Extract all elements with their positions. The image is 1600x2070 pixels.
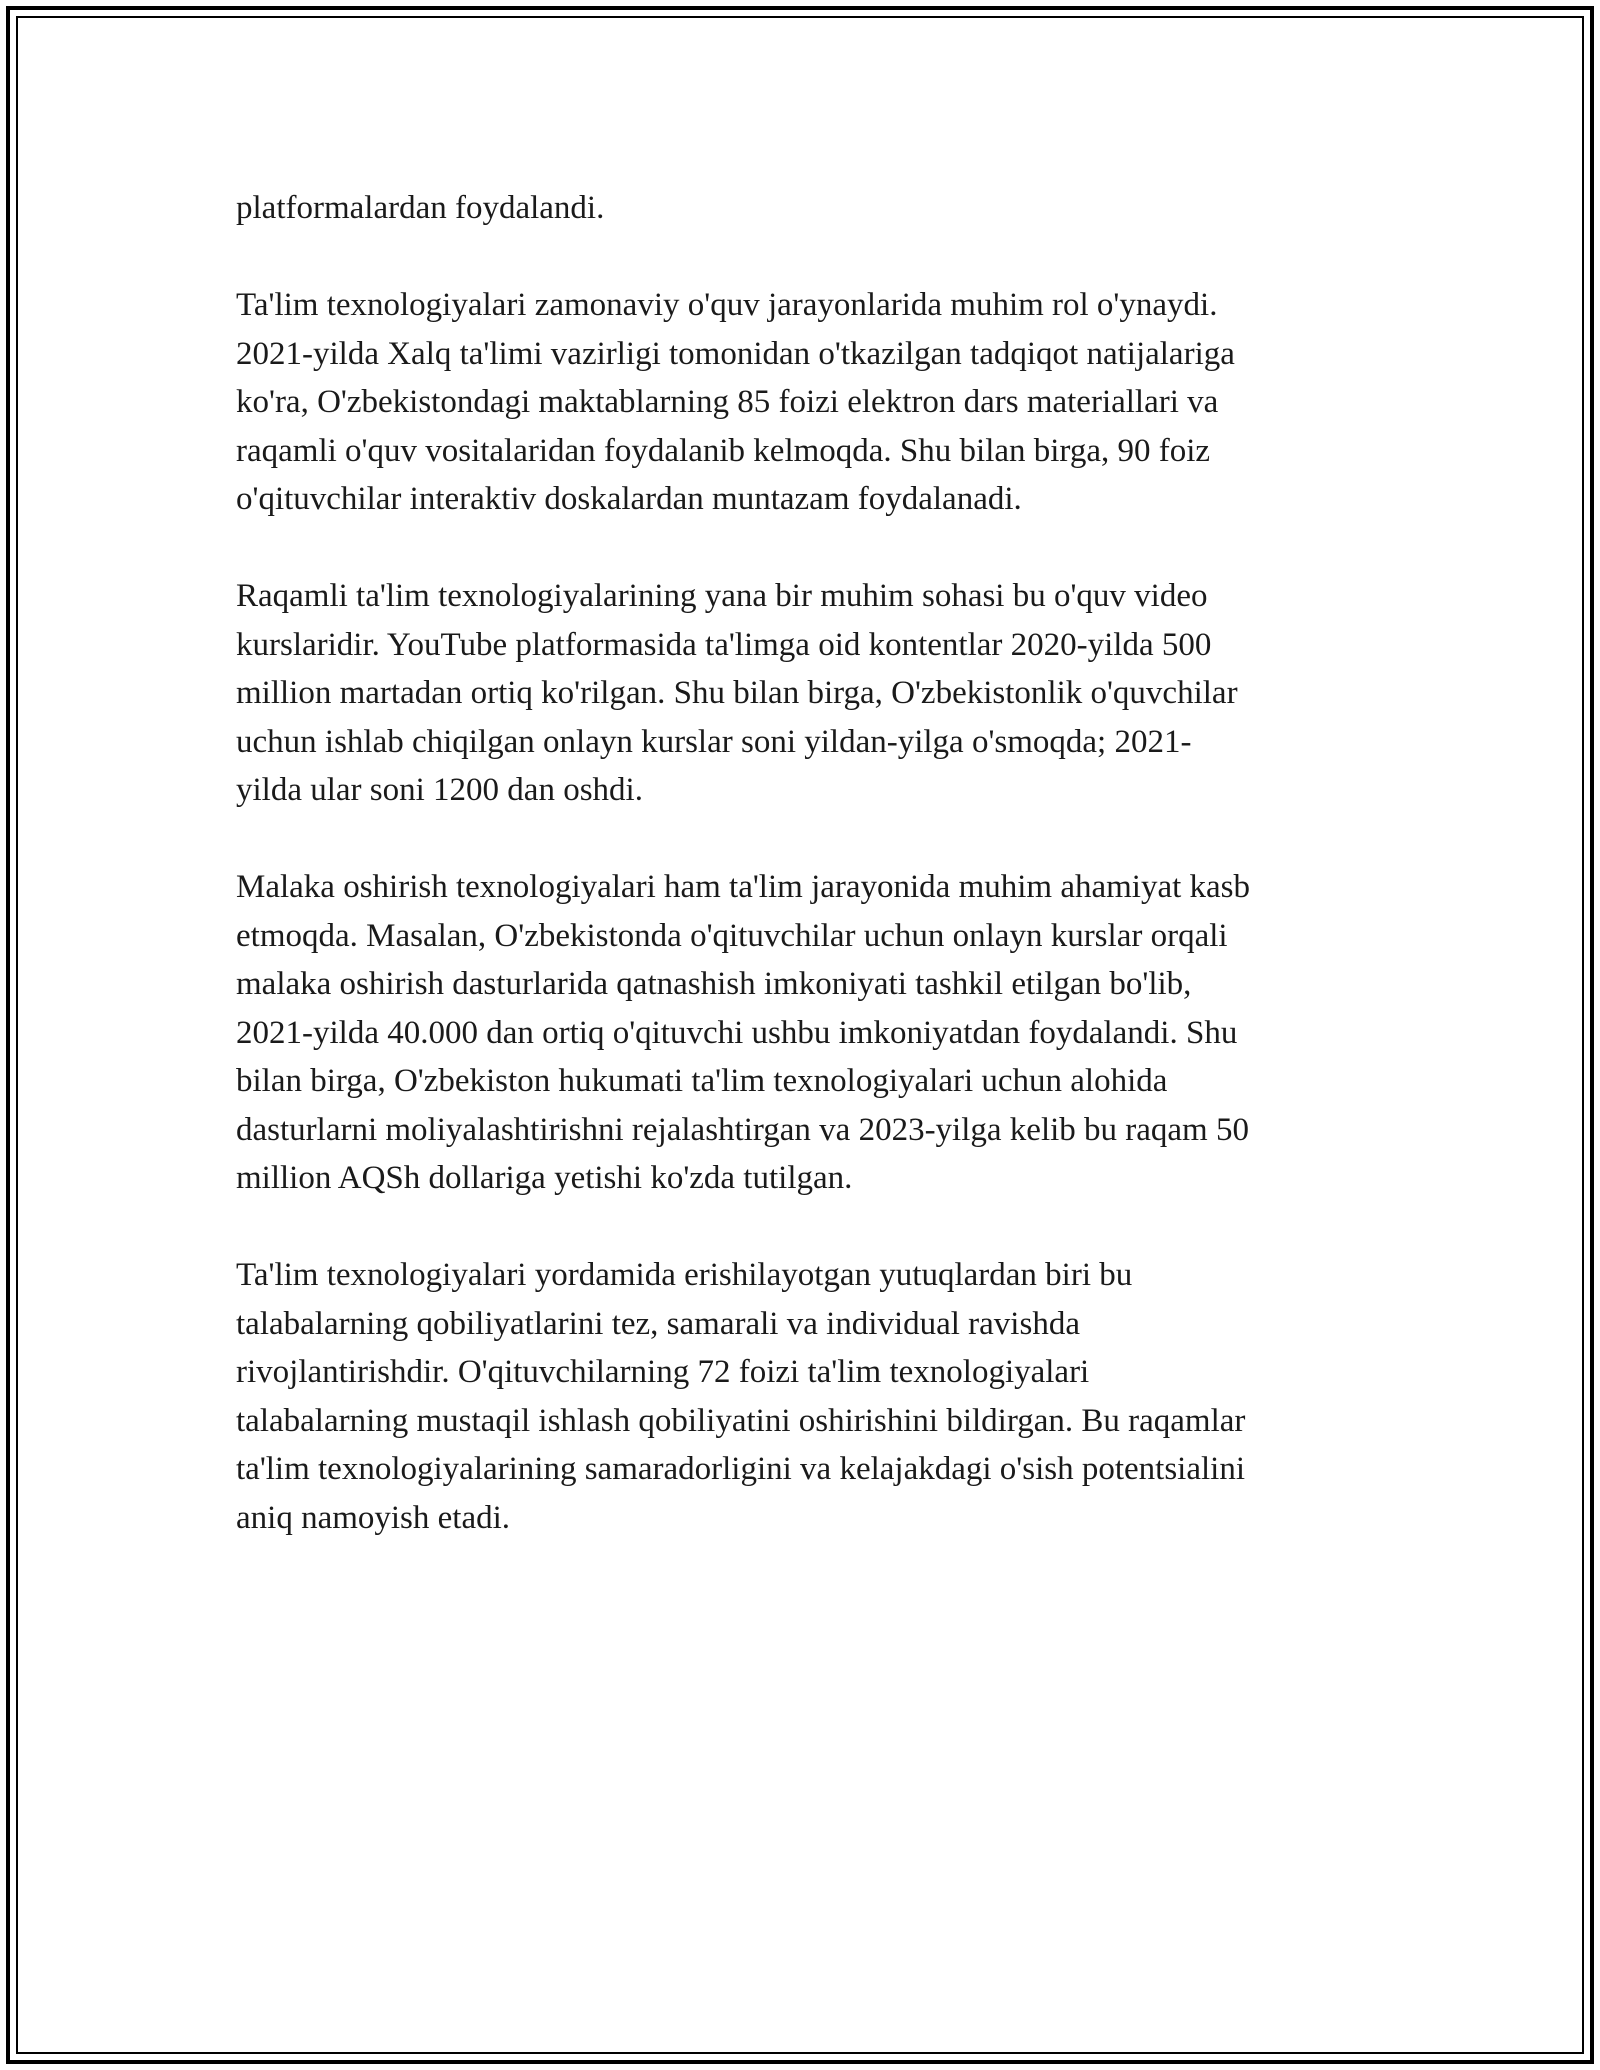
text-line: raqamli o'quv vositalaridan foydalanib kelmoqda. Shu bilan birga, 90 foiz [236,432,1211,469]
text-line: platformalardan foydalandi. [236,190,605,226]
text-line: million martadan ortiq ko'rilgan. Shu bilan birga, O'zbekistonlik o'quvchilar [236,675,1238,711]
text-line: Ta'lim texnologiyalari yordamida erishilayotgan yutuqlardan biri bu [236,1257,1133,1293]
text-line: Ta'lim texnologiyalari zamonaviy o'quv jarayonlarida muhim rol o'ynaydi. [236,287,1218,323]
text-line: talabalarning mustaqil ishlash qobiliyatini oshirishini bildirgan. Bu raqamlar [236,1402,1246,1439]
text-line: kurslaridir. YouTube platformasida ta'limga oid kontentlar 2020-yilda 500 [236,626,1212,663]
text-line: 2021-yilda 40.000 dan ortiq o'qituvchi ushbu imkoniyatdan foydalandi. Shu [236,1014,1238,1051]
text-line: million AQSh dollariga yetishi ko'zda tutilgan. [236,1160,853,1196]
text-line: Raqamli ta'lim texnologiyalarining yana bir muhim sohasi bu o'quv video [236,578,1208,614]
document-body [236,184,1376,1591]
text-line: 2021-yilda Xalq ta'limi vazirligi tomonidan o'tkazilgan tadqiqot natijalariga [236,335,1235,372]
paragraph [236,184,1376,233]
paragraph [236,572,1376,815]
text-line: uchun ishlab chiqilgan onlayn kurslar soni yildan-yilga o'smoqda; 2021- [236,723,1192,760]
text-line: yilda ular soni 1200 dan oshdi. [236,772,643,808]
text-line: ta'lim texnologiyalarining samaradorligini va kelajakdagi o'sish potentsialini [236,1451,1245,1487]
text-line: talabalarning qobiliyatlarini tez, samarali va individual ravishda [236,1305,1080,1342]
text-line: aniq namoyish etadi. [236,1499,511,1536]
text-line: dasturlarni moliyalashtirishni rejalashtirgan va 2023-yilga kelib bu raqam 50 [236,1111,1249,1148]
text-line: Malaka oshirish texnologiyalari ham ta'lim jarayonida muhim ahamiyat kasb [236,869,1251,905]
text-line: bilan birga, O'zbekiston hukumati ta'lim texnologiyalari uchun alohida [236,1063,1168,1099]
paragraph [236,1251,1376,1542]
text-line: o'qituvchilar interaktiv doskalardan muntazam foydalanadi. [236,481,1022,517]
text-line: etmoqda. Masalan, O'zbekistonda o'qituvchilar uchun onlayn kurslar orqali [236,917,1228,954]
text-line: rivojlantirishdir. O'qituvchilarning 72 foizi ta'lim texnologiyalari [236,1354,1090,1390]
text-line: ko'ra, O'zbekistondagi maktablarning 85 foizi elektron dars materiallari va [236,384,1219,420]
paragraph [236,863,1376,1203]
text-line: malaka oshirish dasturlarida qatnashish imkoniyati tashkil etilgan bo'lib, [236,966,1192,1002]
paragraph [236,281,1376,524]
